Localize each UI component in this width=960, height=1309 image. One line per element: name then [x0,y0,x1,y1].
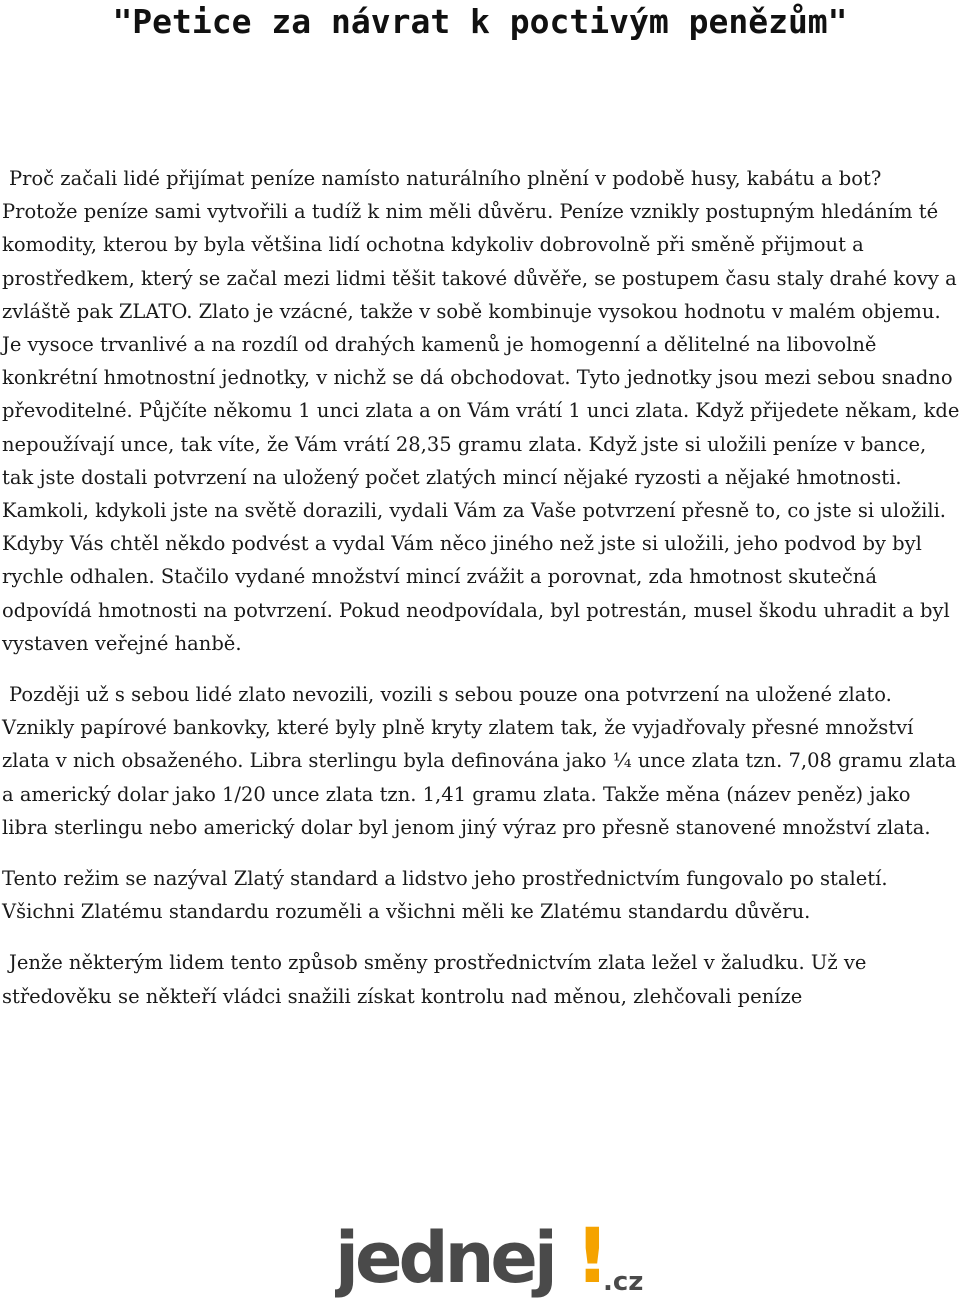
document-title: "Petice za návrat k poctivým penězům" [112,2,848,41]
logo-tld: .cz [603,1267,644,1297]
paragraph-4: Jenže některým lidem tento způsob směny prostřednictvím zlata ležel v žaludku. Už ve středověku se někteří vládci snažili získat kontrolu nad měnou, zlehčovali peníze [2,951,867,1008]
logo-exclamation-mark: ! [575,1222,610,1300]
logo-wordmark: jednej [335,1222,554,1299]
paragraph-3: Tento režim se nazýval Zlatý standard a lidstvo jeho prostřednictvím fungovalo po staletí. Všichni Zlatému standardu rozuměli a všichni měli ke Zlatému standardu důvěru. [2,867,888,924]
paragraph-2: Později už s sebou lidé zlato nevozili, vozili s sebou pouze ona potvrzení na uložené zlato. Vznikly papírové bankovky, které byly plně kryty zlatem tak, že vyjadřovaly přesné množství zlata v nich obsaženého. Libra sterlingu byla definována jako ¼ unce zlata tzn. 7,08 gramu zlata a americký dolar jako 1/20 unce zlata tzn. 1,41 gramu zlata. Takže měna (název peněz) jako libra sterlingu nebo americký dolar byl jenom jiný výraz pro přesně stanovené množství zlata. [2,683,957,839]
jednej-logo [335,1222,650,1304]
paragraph-1: Proč začali lidé přijímat peníze namísto naturálního plnění v podobě husy, kabátu a bot? Protože peníze sami vytvořili a tudíž k nim měli důvěru. Peníze vznikly postupným hledáním té komodity, kterou by byla většina lidí ochotna kdykoliv dobrovolně při směně přijmout a prostředkem, který se začal mezi lidmi těšit takové důvěře, se postupem času staly drahé kovy a zvláště pak ZLATO. Zlato je vzácné, takže v sobě kombinuje vysokou hodnotu v malém objemu. Je vysoce trvanlivé a na rozdíl od drahých kamenů je homogenní a dělitelné na libovolně konkrétní hmotnostní jednotky, v nichž se dá obchodovat. Tyto jednotky jsou mezi sebou snadno převoditelné. Půjčíte někomu 1 unci zlata a on Vám vrátí 1 unci zlata. Když přijedete někam, kde nepoužívají unce, tak víte, že Vám vrátí 28,35 gramu zlata. Když jste si uložili peníze v bance, tak jste dostali potvrzení na uložený počet zlatých mincí nějaké ryzosti a nějaké hmotnosti. Kamkoli, kdykoli jste na světě dorazili, vydali Vám za Vaše potvrzení přesně to, co jste si uložili. Kdyby Vás chtěl někdo podvést a vydal Vám něco jiného než jste si uložili, jeho podvod by byl rychle odhalen. Stačilo vydané množství mincí zvážit a porovnat, zda hmotnost skutečná odpovídá hmotnosti na potvrzení. Pokud neodpovídala, byl potrestán, musel škodu uhradit a byl vystaven veřejné hanbě. [2,167,960,655]
document-body [2,162,960,1031]
